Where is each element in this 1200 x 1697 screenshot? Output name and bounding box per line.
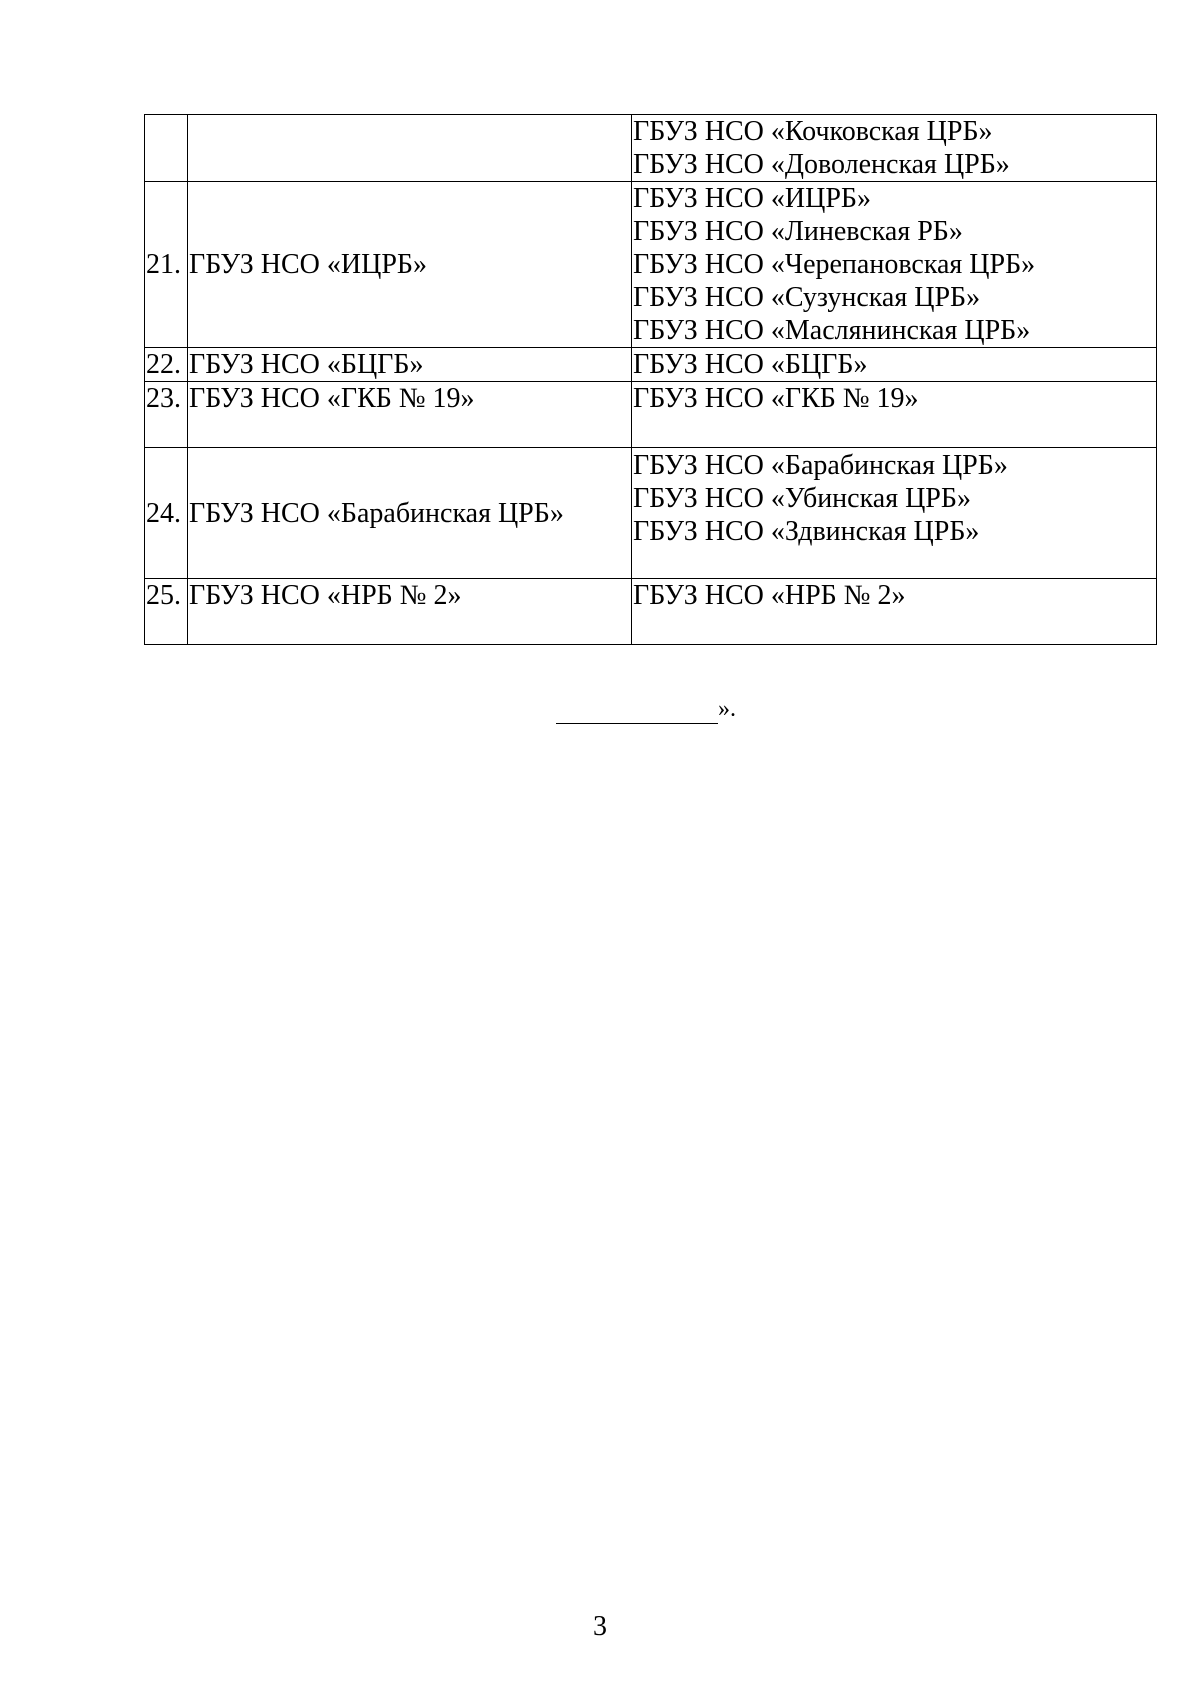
list-item: ГБУЗ НСО «НРБ № 2» — [633, 580, 906, 611]
row-number-cell: 25. — [145, 579, 188, 645]
table-row — [145, 182, 1157, 348]
row-number-cell: 22. — [145, 348, 188, 382]
list-item: ГБУЗ НСО «Маслянинская ЦРБ» — [633, 315, 1031, 346]
institution-list-cell — [632, 382, 1157, 448]
institution-list-cell — [632, 579, 1157, 645]
institution-name-cell: ГБУЗ НСО «ИЦРБ» — [188, 182, 632, 348]
list-item: ГБУЗ НСО «ГКБ № 19» — [633, 383, 919, 414]
page-number: 3 — [593, 1611, 607, 1642]
institution-list-cell — [632, 348, 1157, 382]
institution-name-cell: ГБУЗ НСО «БЦГБ» — [188, 348, 632, 382]
institutions-table — [144, 114, 1157, 645]
table-row — [145, 579, 1157, 645]
list-item: ГБУЗ НСО «ИЦРБ» — [633, 183, 871, 214]
closing-rule — [556, 701, 718, 724]
table-row — [145, 348, 1157, 382]
list-item: ГБУЗ НСО «Линевская РБ» — [633, 216, 963, 247]
row-number-cell: 21. — [145, 182, 188, 348]
table-row — [145, 115, 1157, 182]
list-item: ГБУЗ НСО «БЦГБ» — [633, 349, 868, 380]
table-row — [145, 448, 1157, 579]
closing-quote: ». — [718, 696, 736, 722]
list-item: ГБУЗ НСО «Сузунская ЦРБ» — [633, 282, 981, 313]
institution-name-cell: ГБУЗ НСО «ГКБ № 19» — [188, 382, 632, 448]
closing-mark — [556, 694, 736, 724]
list-item: ГБУЗ НСО «Доволенская ЦРБ» — [633, 149, 1010, 180]
list-item: ГБУЗ НСО «Барабинская ЦРБ» — [633, 450, 1008, 481]
institution-list-cell — [632, 182, 1157, 348]
institution-name-cell — [188, 115, 632, 182]
row-number-cell — [145, 115, 188, 182]
list-item: ГБУЗ НСО «Убинская ЦРБ» — [633, 483, 971, 514]
list-item: ГБУЗ НСО «Черепановская ЦРБ» — [633, 249, 1036, 280]
institution-list-cell — [632, 115, 1157, 182]
row-number-cell: 23. — [145, 382, 188, 448]
institution-name-cell: ГБУЗ НСО «Барабинская ЦРБ» — [188, 448, 632, 579]
row-number-cell: 24. — [145, 448, 188, 579]
table-row — [145, 382, 1157, 448]
institution-list-cell — [632, 448, 1157, 579]
list-item: ГБУЗ НСО «Здвинская ЦРБ» — [633, 516, 980, 547]
list-item: ГБУЗ НСО «Кочковская ЦРБ» — [633, 116, 993, 147]
institution-name-cell: ГБУЗ НСО «НРБ № 2» — [188, 579, 632, 645]
